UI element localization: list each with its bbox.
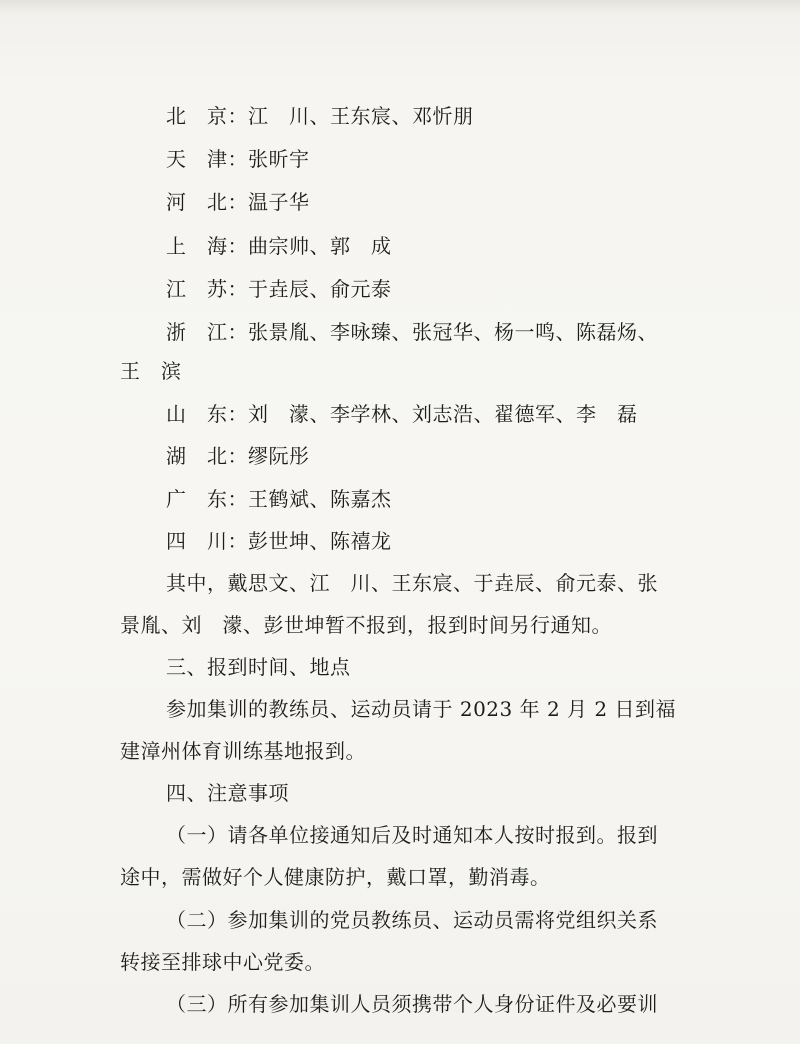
section-heading-notes: 四、注意事项 (166, 781, 289, 805)
note-item-2: （二）参加集训的党员教练员、运动员需将党组织关系 (166, 908, 658, 932)
roster-sichuan: 四 川：彭世坤、陈禧龙 (166, 529, 392, 553)
report-paragraph: 参加集训的教练员、运动员请于 2023 年 2 月 2 日到福 (166, 697, 676, 721)
deferred-note-continued: 景胤、刘 濛、彭世坤暂不报到，报到时间另行通知。 (120, 613, 612, 637)
roster-shanghai: 上 海：曲宗帅、郭 成 (166, 234, 392, 258)
roster-hubei: 湖 北：缪阮彤 (166, 444, 310, 468)
roster-zhejiang: 浙 江：张景胤、李咏臻、张冠华、杨一鸣、陈磊炀、 (166, 320, 658, 344)
note-item-1: （一）请各单位接通知后及时通知本人按时报到。报到 (166, 823, 658, 847)
roster-hebei: 河 北：温子华 (166, 190, 310, 214)
note-item-3: （三）所有参加集训人员须携带个人身份证件及必要训 (166, 992, 658, 1016)
page-top-edge (0, 0, 800, 14)
note-item-2-continued: 转接至排球中心党委。 (120, 950, 325, 974)
note-item-1-continued: 途中，需做好个人健康防护，戴口罩，勤消毒。 (120, 865, 551, 889)
roster-jiangsu: 江 苏：于垚辰、俞元泰 (166, 277, 392, 301)
report-paragraph-continued: 建漳州体育训练基地报到。 (120, 739, 366, 763)
section-heading-time-place: 三、报到时间、地点 (166, 655, 351, 679)
roster-guangdong: 广 东：王鹤斌、陈嘉杰 (166, 487, 392, 511)
deferred-note: 其中，戴思文、江 川、王东宸、于垚辰、俞元泰、张 (166, 571, 658, 595)
roster-tianjin: 天 津：张昕宇 (166, 147, 310, 171)
roster-shandong: 山 东：刘 濛、李学林、刘志浩、翟德军、李 磊 (166, 402, 638, 426)
roster-zhejiang-continued: 王 滨 (120, 359, 182, 383)
roster-beijing: 北 京：江 川、王东宸、邓忻朋 (166, 104, 474, 128)
